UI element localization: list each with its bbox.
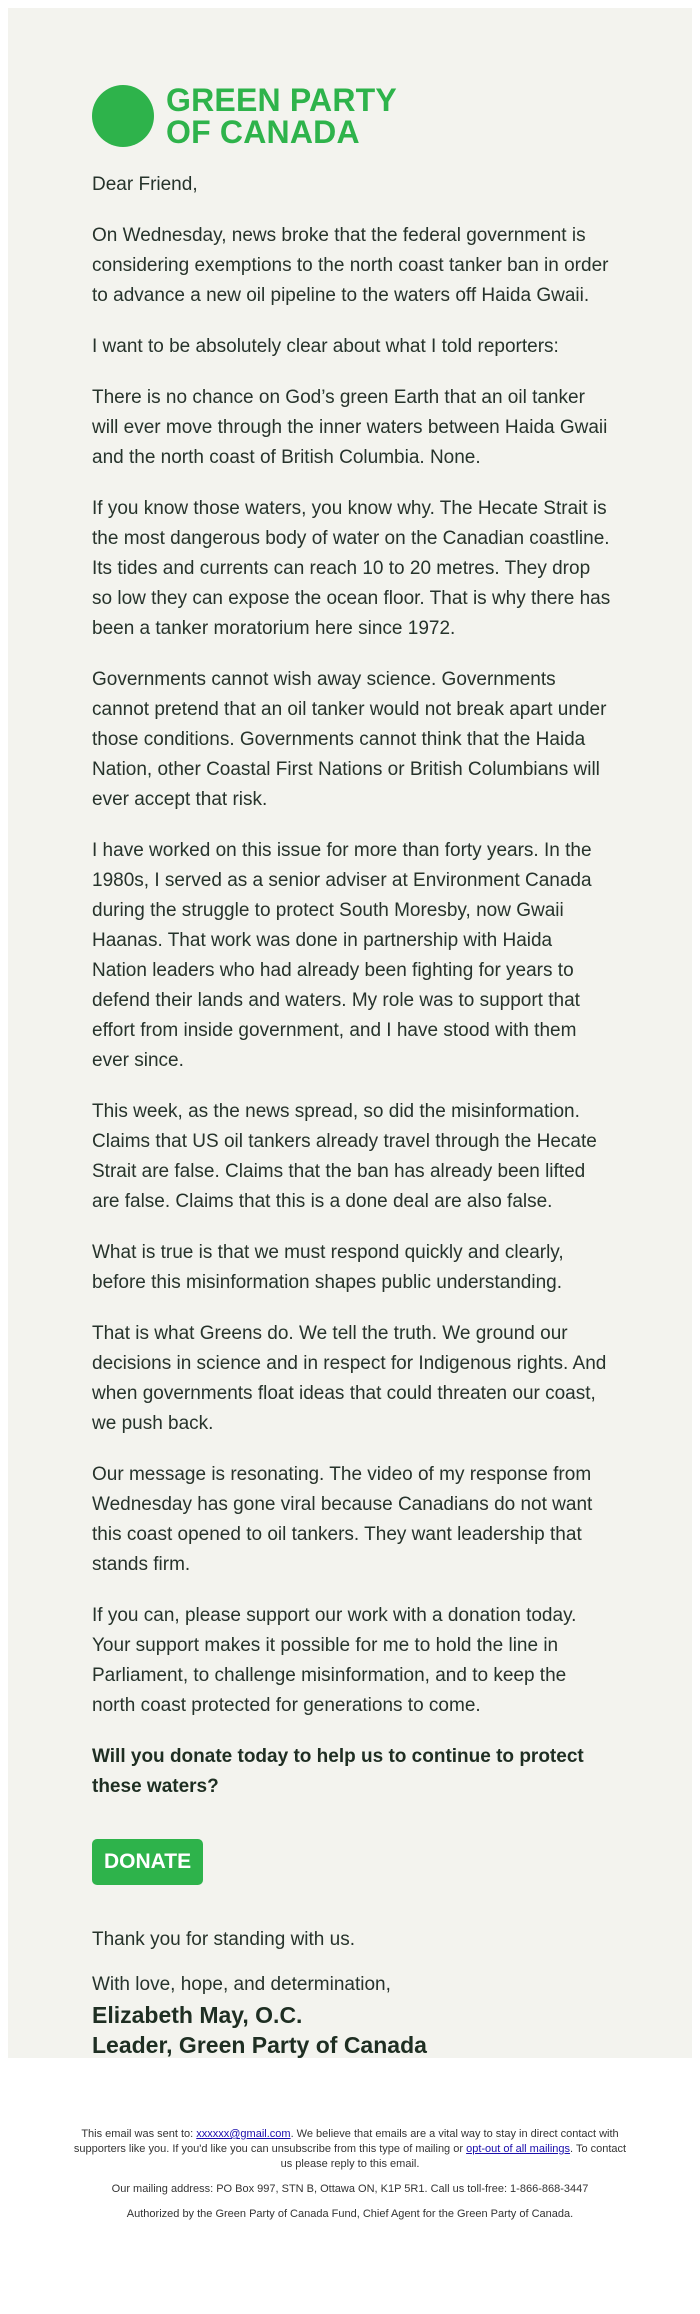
- footer-sent-to-suffix: . To contact us please reply to this email.: [280, 2143, 627, 2170]
- paragraph-misinformation: This week, as the news spread, so did the misinformation. Claims that US oil tankers already travel through the Hecate Strait are false. Claims that the ban has already been lifted are false. Claims that this is a done deal are also false.: [92, 1101, 597, 1212]
- logo-wordmark: [166, 84, 397, 148]
- logo-circle-icon: [92, 85, 154, 147]
- email-card: [8, 8, 692, 2058]
- paragraph-hecate-strait: If you know those waters, you know why. The Hecate Strait is the most dangerous body of water on the Canadian coastline. Its tides and currents can reach 10 to 20 metres. They drop so low they can expose the ocean floor. That is why there has been a tanker moratorium here since 1972.: [92, 498, 611, 639]
- paragraph-no-chance: There is no chance on God’s green Earth that an oil tanker will ever move through the inner waters between Haida Gwaii and the north coast of British Columbia. None.: [92, 387, 608, 468]
- recipient-email-link[interactable]: xxxxxx@gmail.com: [196, 2128, 291, 2140]
- logo-line-1: GREEN PARTY: [166, 82, 397, 118]
- paragraph-history: I have worked on this issue for more than forty years. In the 1980s, I served as a senior adviser at Environment Canada during the struggle to protect South Moresby, now Gwaii Haanas. That work was done in partnership with Haida Nation leaders who had already been fighting for years to defend their lands and waters. My role was to support that effort from inside government, and I have stood with them ever since.: [92, 840, 592, 1071]
- donate-button[interactable]: DONATE: [92, 1839, 203, 1885]
- footer-sent-to-prefix: This email was sent to:: [81, 2128, 197, 2140]
- closing-line: Thank you for standing with us.: [92, 1929, 355, 1950]
- paragraph-science: Governments cannot wish away science. Governments cannot pretend that an oil tanker would not break apart under those conditions. Governments cannot think that the Haida Nation, other Coastal First Nations or British Columbians will ever accept that risk.: [92, 669, 607, 810]
- paragraph-support: If you can, please support our work with a donation today. Your support makes it possible for me to hold the line in Parliament, to challenge misinformation, and to keep the north coast protected for generations to come.: [92, 1605, 577, 1716]
- paragraph-resonating: Our message is resonating. The video of my response from Wednesday has gone viral because Canadians do not want this coast opened to oil tankers. They want leadership that stands firm.: [92, 1464, 593, 1575]
- signoff-line: With love, hope, and determination,: [92, 1974, 391, 1995]
- greeting: Dear Friend,: [92, 174, 198, 195]
- donation-ask: Will you donate today to help us to continue to protect these waters?: [92, 1746, 584, 1797]
- logo-line-2: OF CANADA: [166, 114, 360, 150]
- signature-title: Leader, Green Party of Canada: [92, 2032, 427, 2058]
- paragraph-clear: I want to be absolutely clear about what I told reporters:: [92, 336, 559, 357]
- green-party-logo: [92, 80, 612, 152]
- paragraph-news: On Wednesday, news broke that the federal government is considering exemptions to the north coast tanker ban in order to advance a new oil pipeline to the waters off Haida Gwaii.: [92, 225, 609, 306]
- opt-out-link[interactable]: opt-out of all mailings: [466, 2143, 571, 2155]
- email-footer: [70, 2127, 630, 2232]
- signature-name: Elizabeth May, O.C.: [92, 2002, 303, 2028]
- footer-authorized: Authorized by the Green Party of Canada Fund, Chief Agent for the Green Party of Canada.: [126, 2208, 574, 2220]
- paragraph-greens: That is what Greens do. We tell the truth. We ground our decisions in science and in respect for Indigenous rights. And when governments float ideas that could threaten our coast, we push back.: [92, 1323, 607, 1434]
- footer-sent-to-middle: . We believe that emails are a vital way to stay in direct contact with supporters like you. If you'd like you can unsubscribe from this type of mailing or: [73, 2128, 619, 2155]
- footer-mailing-address: Our mailing address: PO Box 997, STN B, Ottawa ON, K1P 5R1. Call us toll-free: 1-866-868-3447: [111, 2183, 589, 2195]
- footer-sent-to: [70, 2127, 630, 2172]
- paragraph-respond: What is true is that we must respond quickly and clearly, before this misinformation shapes public understanding.: [92, 1242, 564, 1293]
- email-content: [92, 80, 612, 2060]
